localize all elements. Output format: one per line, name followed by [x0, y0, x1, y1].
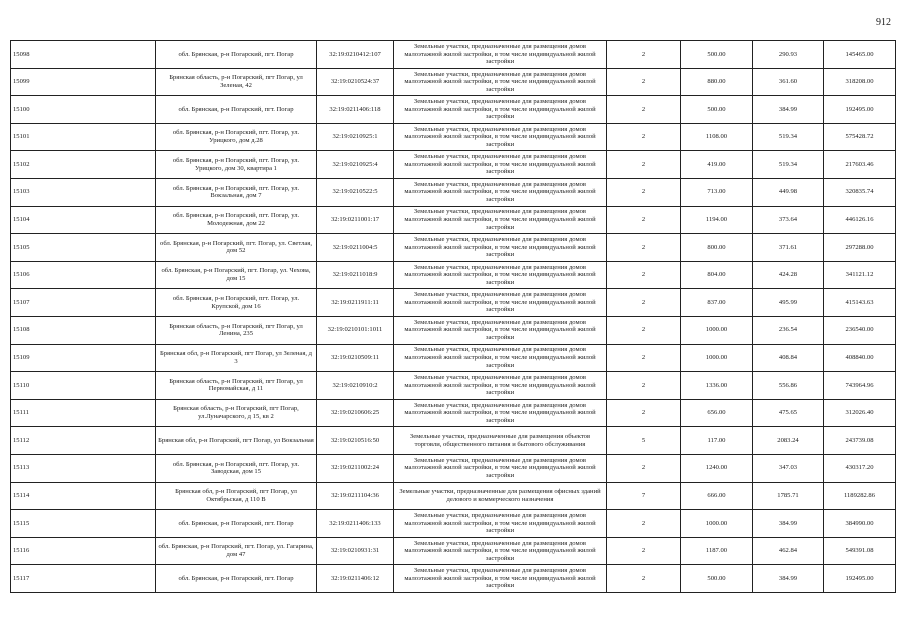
area-cell: 500.00	[681, 41, 753, 69]
cadastral-number-cell: 32:19:0211406:12	[317, 565, 394, 593]
cadastral-value-cell: 446126.16	[824, 206, 896, 234]
permitted-use-cell: Земельные участки, предназначенные для размещения домов малоэтажной жилой застройки, в том числе индивидуальной жилой застройки	[394, 261, 607, 289]
permitted-use-cell: Земельные участки, предназначенные для размещения домов малоэтажной жилой застройки, в том числе индивидуальной жилой застройки	[394, 68, 607, 96]
cadastral-value-cell: 236540.00	[824, 316, 896, 344]
table-row	[11, 289, 896, 317]
address-cell: обл. Брянская, р-н Погарский, пгт. Погар, ул. Молодежная, дом 22	[156, 206, 317, 234]
specific-value-cell: 361.60	[753, 68, 824, 96]
specific-value-cell: 384.99	[753, 510, 824, 538]
cadastral-number-cell: 32:19:0210516:50	[317, 427, 394, 455]
permitted-use-cell: Земельные участки, предназначенные для размещения объектов торговли, общественного питания и бытового обслуживания	[394, 427, 607, 455]
cadastral-number-cell: 32:19:0210931:31	[317, 537, 394, 565]
cadastral-value-cell: 575428.72	[824, 123, 896, 151]
category-cell: 2	[607, 123, 681, 151]
specific-value-cell: 2083.24	[753, 427, 824, 455]
permitted-use-cell: Земельные участки, предназначенные для размещения домов малоэтажной жилой застройки, в том числе индивидуальной жилой застройки	[394, 234, 607, 262]
table-row	[11, 427, 896, 455]
area-cell: 1108.00	[681, 123, 753, 151]
row-number-cell: 15100	[11, 96, 156, 124]
address-cell: Брянская область, р-н Погарский, пгт Погар, ул Ленина, 235	[156, 316, 317, 344]
row-number-cell: 15116	[11, 537, 156, 565]
area-cell: 500.00	[681, 565, 753, 593]
specific-value-cell: 236.54	[753, 316, 824, 344]
row-number-cell: 15106	[11, 261, 156, 289]
area-cell: 1000.00	[681, 316, 753, 344]
cadastral-number-cell: 32:19:0210522:5	[317, 178, 394, 206]
cadastral-value-cell: 743964.96	[824, 372, 896, 400]
category-cell: 2	[607, 178, 681, 206]
cadastral-number-cell: 32:19:0210524:37	[317, 68, 394, 96]
cadastral-number-cell: 32:19:0210925:1	[317, 123, 394, 151]
cadastral-number-cell: 32:19:0211002:24	[317, 454, 394, 482]
table-row	[11, 454, 896, 482]
address-cell: обл. Брянская, р-н Погарский, пгт. Погар, ул. Чехова, дом 15	[156, 261, 317, 289]
row-number-cell: 15115	[11, 510, 156, 538]
permitted-use-cell: Земельные участки, предназначенные для размещения домов малоэтажной жилой застройки, в том числе индивидуальной жилой застройки	[394, 96, 607, 124]
permitted-use-cell: Земельные участки, предназначенные для размещения домов малоэтажной жилой застройки, в том числе индивидуальной жилой застройки	[394, 372, 607, 400]
address-cell: обл. Брянская, р-н Погарский, пгт. Погар, ул. Заводская, дом 15	[156, 454, 317, 482]
category-cell: 2	[607, 68, 681, 96]
row-number-cell: 15114	[11, 482, 156, 510]
table-row	[11, 316, 896, 344]
row-number-cell: 15107	[11, 289, 156, 317]
table-row	[11, 41, 896, 69]
cadastral-value-cell: 430317.20	[824, 454, 896, 482]
area-cell: 837.00	[681, 289, 753, 317]
permitted-use-cell: Земельные участки, предназначенные для размещения домов малоэтажной жилой застройки, в том числе индивидуальной жилой застройки	[394, 123, 607, 151]
address-cell: обл. Брянская, р-н Погарский, пгт. Погар, ул. Крупской, дом 16	[156, 289, 317, 317]
table-row	[11, 261, 896, 289]
permitted-use-cell: Земельные участки, предназначенные для размещения домов малоэтажной жилой застройки, в том числе индивидуальной жилой застройки	[394, 537, 607, 565]
permitted-use-cell: Земельные участки, предназначенные для размещения домов малоэтажной жилой застройки, в том числе индивидуальной жилой застройки	[394, 178, 607, 206]
page-number: 912	[876, 17, 891, 28]
table-row	[11, 178, 896, 206]
row-number-cell: 15103	[11, 178, 156, 206]
permitted-use-cell: Земельные участки, предназначенные для размещения домов малоэтажной жилой застройки, в том числе индивидуальной жилой застройки	[394, 289, 607, 317]
cadastral-number-cell: 32:19:0210101:1011	[317, 316, 394, 344]
permitted-use-cell: Земельные участки, предназначенные для размещения домов малоэтажной жилой застройки, в том числе индивидуальной жилой застройки	[394, 41, 607, 69]
address-cell: обл. Брянская, р-н Погарский, пгт. Погар	[156, 565, 317, 593]
cadastral-value-cell: 297288.00	[824, 234, 896, 262]
address-cell: обл. Брянская, р-н Погарский, пгт. Погар, ул. Вокзальная, дом 7	[156, 178, 317, 206]
cadastral-number-cell: 32:19:0211104:36	[317, 482, 394, 510]
category-cell: 2	[607, 372, 681, 400]
category-cell: 2	[607, 41, 681, 69]
area-cell: 713.00	[681, 178, 753, 206]
specific-value-cell: 384.99	[753, 565, 824, 593]
cadastral-number-cell: 32:19:0211911:11	[317, 289, 394, 317]
area-cell: 419.00	[681, 151, 753, 179]
table-row	[11, 123, 896, 151]
category-cell: 2	[607, 454, 681, 482]
specific-value-cell: 519.34	[753, 123, 824, 151]
specific-value-cell: 424.28	[753, 261, 824, 289]
table-row	[11, 96, 896, 124]
area-cell: 1194.00	[681, 206, 753, 234]
specific-value-cell: 462.84	[753, 537, 824, 565]
area-cell: 500.00	[681, 96, 753, 124]
row-number-cell: 15113	[11, 454, 156, 482]
table-row	[11, 344, 896, 372]
permitted-use-cell: Земельные участки, предназначенные для размещения домов малоэтажной жилой застройки, в том числе индивидуальной жилой застройки	[394, 316, 607, 344]
row-number-cell: 15102	[11, 151, 156, 179]
table-row	[11, 68, 896, 96]
address-cell: обл. Брянская, р-н Погарский, пгт. Погар, ул. Урицкого, дом 30, квартира 1	[156, 151, 317, 179]
row-number-cell: 15108	[11, 316, 156, 344]
permitted-use-cell: Земельные участки, предназначенные для размещения домов малоэтажной жилой застройки, в том числе индивидуальной жилой застройки	[394, 344, 607, 372]
permitted-use-cell: Земельные участки, предназначенные для размещения домов малоэтажной жилой застройки, в том числе индивидуальной жилой застройки	[394, 399, 607, 427]
permitted-use-cell: Земельные участки, предназначенные для размещения домов малоэтажной жилой застройки, в том числе индивидуальной жилой застройки	[394, 206, 607, 234]
row-number-cell: 15111	[11, 399, 156, 427]
specific-value-cell: 347.03	[753, 454, 824, 482]
category-cell: 2	[607, 399, 681, 427]
cadastral-value-cell: 1189282.86	[824, 482, 896, 510]
category-cell: 2	[607, 261, 681, 289]
cadastral-value-cell: 312026.40	[824, 399, 896, 427]
row-number-cell: 15104	[11, 206, 156, 234]
category-cell: 2	[607, 96, 681, 124]
permitted-use-cell: Земельные участки, предназначенные для размещения домов малоэтажной жилой застройки, в том числе индивидуальной жилой застройки	[394, 565, 607, 593]
address-cell: обл. Брянская, р-н Погарский, пгт. Погар, ул. Гагарина, дом 47	[156, 537, 317, 565]
cadastral-value-cell: 320835.74	[824, 178, 896, 206]
cadastral-number-cell: 32:19:0211004:5	[317, 234, 394, 262]
cadastral-number-cell: 32:19:0211001:17	[317, 206, 394, 234]
address-cell: обл. Брянская, р-н Погарский, пгт. Погар	[156, 510, 317, 538]
permitted-use-cell: Земельные участки, предназначенные для размещения офисных зданий делового и коммерческого назначения	[394, 482, 607, 510]
row-number-cell: 15109	[11, 344, 156, 372]
area-cell: 804.00	[681, 261, 753, 289]
category-cell: 2	[607, 151, 681, 179]
table-row	[11, 206, 896, 234]
cadastral-value-cell: 243739.08	[824, 427, 896, 455]
permitted-use-cell: Земельные участки, предназначенные для размещения домов малоэтажной жилой застройки, в том числе индивидуальной жилой застройки	[394, 510, 607, 538]
cadastral-number-cell: 32:19:0211406:118	[317, 96, 394, 124]
cadastral-value-cell: 384990.00	[824, 510, 896, 538]
cadastral-value-cell: 145465.00	[824, 41, 896, 69]
specific-value-cell: 373.64	[753, 206, 824, 234]
address-cell: обл. Брянская, р-н Погарский, пгт. Погар	[156, 41, 317, 69]
area-cell: 1336.00	[681, 372, 753, 400]
category-cell: 2	[607, 206, 681, 234]
category-cell: 7	[607, 482, 681, 510]
address-cell: обл. Брянская, р-н Погарский, пгт. Погар, ул. Светлая, дом 52	[156, 234, 317, 262]
table-row	[11, 234, 896, 262]
land-registry-table	[10, 40, 896, 593]
specific-value-cell: 371.61	[753, 234, 824, 262]
category-cell: 2	[607, 510, 681, 538]
table-row	[11, 510, 896, 538]
address-cell: обл. Брянская, р-н Погарский, пгт. Погар	[156, 96, 317, 124]
cadastral-value-cell: 408840.00	[824, 344, 896, 372]
cadastral-number-cell: 32:19:0210606:25	[317, 399, 394, 427]
cadastral-value-cell: 549391.08	[824, 537, 896, 565]
row-number-cell: 15112	[11, 427, 156, 455]
specific-value-cell: 449.98	[753, 178, 824, 206]
cadastral-number-cell: 32:19:0211018:9	[317, 261, 394, 289]
address-cell: Брянская обл, р-н Погарский, пгт Погар, ул Зеленая, д 3	[156, 344, 317, 372]
cadastral-value-cell: 341121.12	[824, 261, 896, 289]
address-cell: обл. Брянская, р-н Погарский, пгт. Погар, ул. Урицкого, дом д.28	[156, 123, 317, 151]
category-cell: 2	[607, 537, 681, 565]
table-row	[11, 482, 896, 510]
address-cell: Брянская область, р-н Погарский, пгт Погар, ул Первомайская, д 11	[156, 372, 317, 400]
cadastral-value-cell: 192495.00	[824, 565, 896, 593]
row-number-cell: 15105	[11, 234, 156, 262]
area-cell: 1000.00	[681, 344, 753, 372]
address-cell: Брянская область, р-н Погарский, пгт Погар, ул.Луначарского, д 15, кв 2	[156, 399, 317, 427]
category-cell: 5	[607, 427, 681, 455]
specific-value-cell: 475.65	[753, 399, 824, 427]
area-cell: 1240.00	[681, 454, 753, 482]
address-cell: Брянская обл, р-н Погарский, пгт Погар, ул Октябрьская, д 110 В	[156, 482, 317, 510]
category-cell: 2	[607, 289, 681, 317]
specific-value-cell: 1785.71	[753, 482, 824, 510]
table-row	[11, 565, 896, 593]
cadastral-value-cell: 217603.46	[824, 151, 896, 179]
table-row	[11, 537, 896, 565]
category-cell: 2	[607, 344, 681, 372]
address-cell: Брянская область, р-н Погарский, пгт Погар, ул Зеленая, 42	[156, 68, 317, 96]
cadastral-value-cell: 318208.00	[824, 68, 896, 96]
permitted-use-cell: Земельные участки, предназначенные для размещения домов малоэтажной жилой застройки, в том числе индивидуальной жилой застройки	[394, 151, 607, 179]
cadastral-number-cell: 32:19:0211406:133	[317, 510, 394, 538]
cadastral-value-cell: 415143.63	[824, 289, 896, 317]
row-number-cell: 15110	[11, 372, 156, 400]
area-cell: 117.00	[681, 427, 753, 455]
area-cell: 800.00	[681, 234, 753, 262]
row-number-cell: 15099	[11, 68, 156, 96]
area-cell: 1187.00	[681, 537, 753, 565]
table-body	[11, 41, 896, 593]
cadastral-number-cell: 32:19:0210925:4	[317, 151, 394, 179]
table-row	[11, 399, 896, 427]
specific-value-cell: 384.99	[753, 96, 824, 124]
specific-value-cell: 556.86	[753, 372, 824, 400]
table-row	[11, 372, 896, 400]
cadastral-number-cell: 32:19:0210910:2	[317, 372, 394, 400]
specific-value-cell: 519.34	[753, 151, 824, 179]
specific-value-cell: 290.93	[753, 41, 824, 69]
table-row	[11, 151, 896, 179]
area-cell: 656.00	[681, 399, 753, 427]
row-number-cell: 15101	[11, 123, 156, 151]
area-cell: 666.00	[681, 482, 753, 510]
category-cell: 2	[607, 234, 681, 262]
area-cell: 880.00	[681, 68, 753, 96]
category-cell: 2	[607, 316, 681, 344]
cadastral-number-cell: 32:19:0210509:11	[317, 344, 394, 372]
cadastral-value-cell: 192495.00	[824, 96, 896, 124]
area-cell: 1000.00	[681, 510, 753, 538]
permitted-use-cell: Земельные участки, предназначенные для размещения домов малоэтажной жилой застройки, в том числе индивидуальной жилой застройки	[394, 454, 607, 482]
cadastral-number-cell: 32:19:0210412:107	[317, 41, 394, 69]
row-number-cell: 15117	[11, 565, 156, 593]
address-cell: Брянская обл, р-н Погарский, пгт Погар, ул Вокзальная	[156, 427, 317, 455]
specific-value-cell: 495.99	[753, 289, 824, 317]
row-number-cell: 15098	[11, 41, 156, 69]
specific-value-cell: 408.84	[753, 344, 824, 372]
category-cell: 2	[607, 565, 681, 593]
